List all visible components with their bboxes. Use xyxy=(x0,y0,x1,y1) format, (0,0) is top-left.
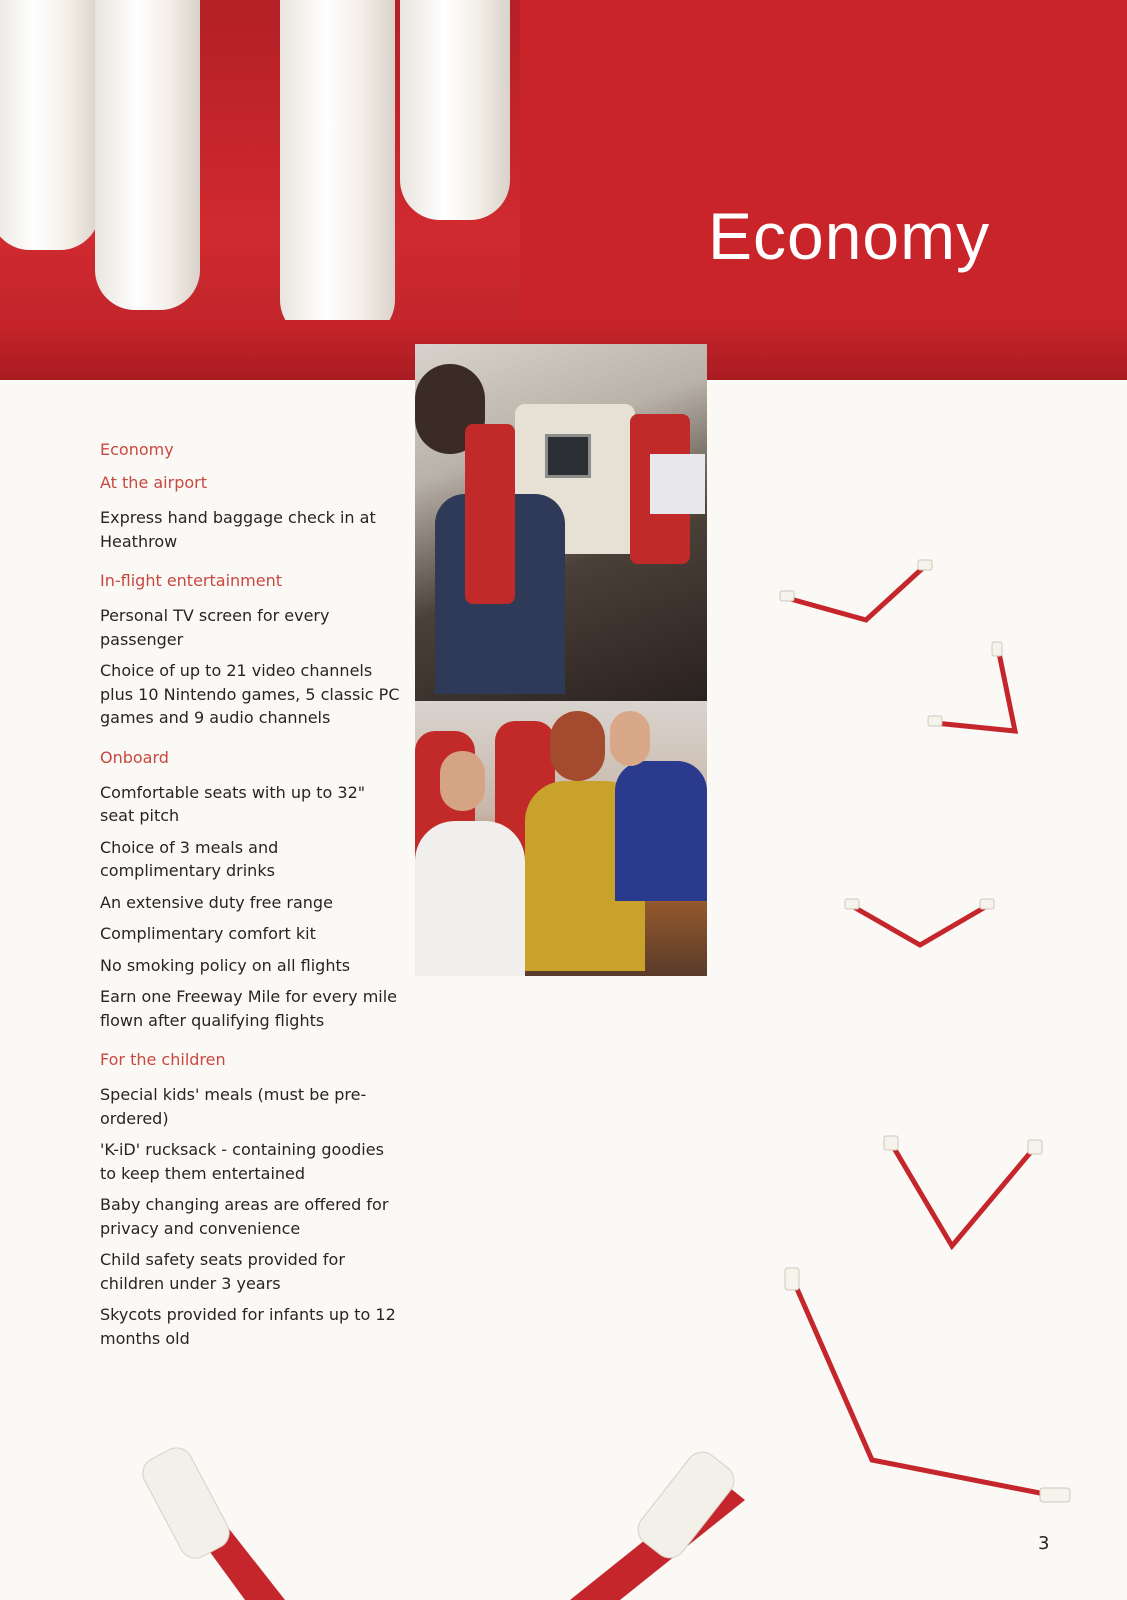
list-item: An extensive duty free range xyxy=(100,892,333,912)
toothbrush-bristles-image xyxy=(0,0,520,380)
section-heading: At the airport xyxy=(100,473,207,492)
list-item: Choice of 3 meals and complimentary drinks xyxy=(100,837,279,880)
cabin-service-photo xyxy=(415,701,707,976)
section-heading: In-flight entertainment xyxy=(100,571,282,590)
list-item: Earn one Freeway Mile for every mile flown after qualifying flights xyxy=(100,987,398,1030)
section-onboard xyxy=(100,748,400,1033)
list-item: Choice of up to 21 video channels plus 10 Nintendo games, 5 classic PC games and 9 audio channels xyxy=(100,661,400,727)
section-heading: Economy xyxy=(100,440,174,459)
inflight-entertainment-photo xyxy=(415,344,707,701)
list-item: Express hand baggage check in at Heathrow xyxy=(100,508,376,551)
section-for-the-children xyxy=(100,1050,400,1350)
list-item: No smoking policy on all flights xyxy=(100,955,351,975)
photo-column xyxy=(415,344,707,976)
list-item: Special kids' meals (must be pre-ordered) xyxy=(100,1085,367,1128)
page-title: Economy xyxy=(708,199,991,273)
list-item: Baby changing areas are offered for privacy and convenience xyxy=(100,1195,389,1238)
section-heading: For the children xyxy=(100,1050,226,1069)
section-economy xyxy=(100,440,400,459)
list-item: Comfortable seats with up to 32" seat pitch xyxy=(100,782,366,825)
list-item: Child safety seats provided for children under 3 years xyxy=(100,1250,345,1293)
header-band xyxy=(0,0,1127,380)
list-item: Personal TV screen for every passenger xyxy=(100,606,330,649)
page-number: 3 xyxy=(1038,1533,1050,1554)
list-item: Skycots provided for infants up to 12 months old xyxy=(100,1305,396,1348)
list-item: 'K-iD' rucksack - containing goodies to keep them entertained xyxy=(100,1140,384,1183)
section-inflight-entertainment xyxy=(100,571,400,730)
section-heading: Onboard xyxy=(100,747,169,767)
features-list xyxy=(100,440,400,1368)
list-item: Complimentary comfort kit xyxy=(100,924,316,943)
section-at-the-airport xyxy=(100,473,400,553)
